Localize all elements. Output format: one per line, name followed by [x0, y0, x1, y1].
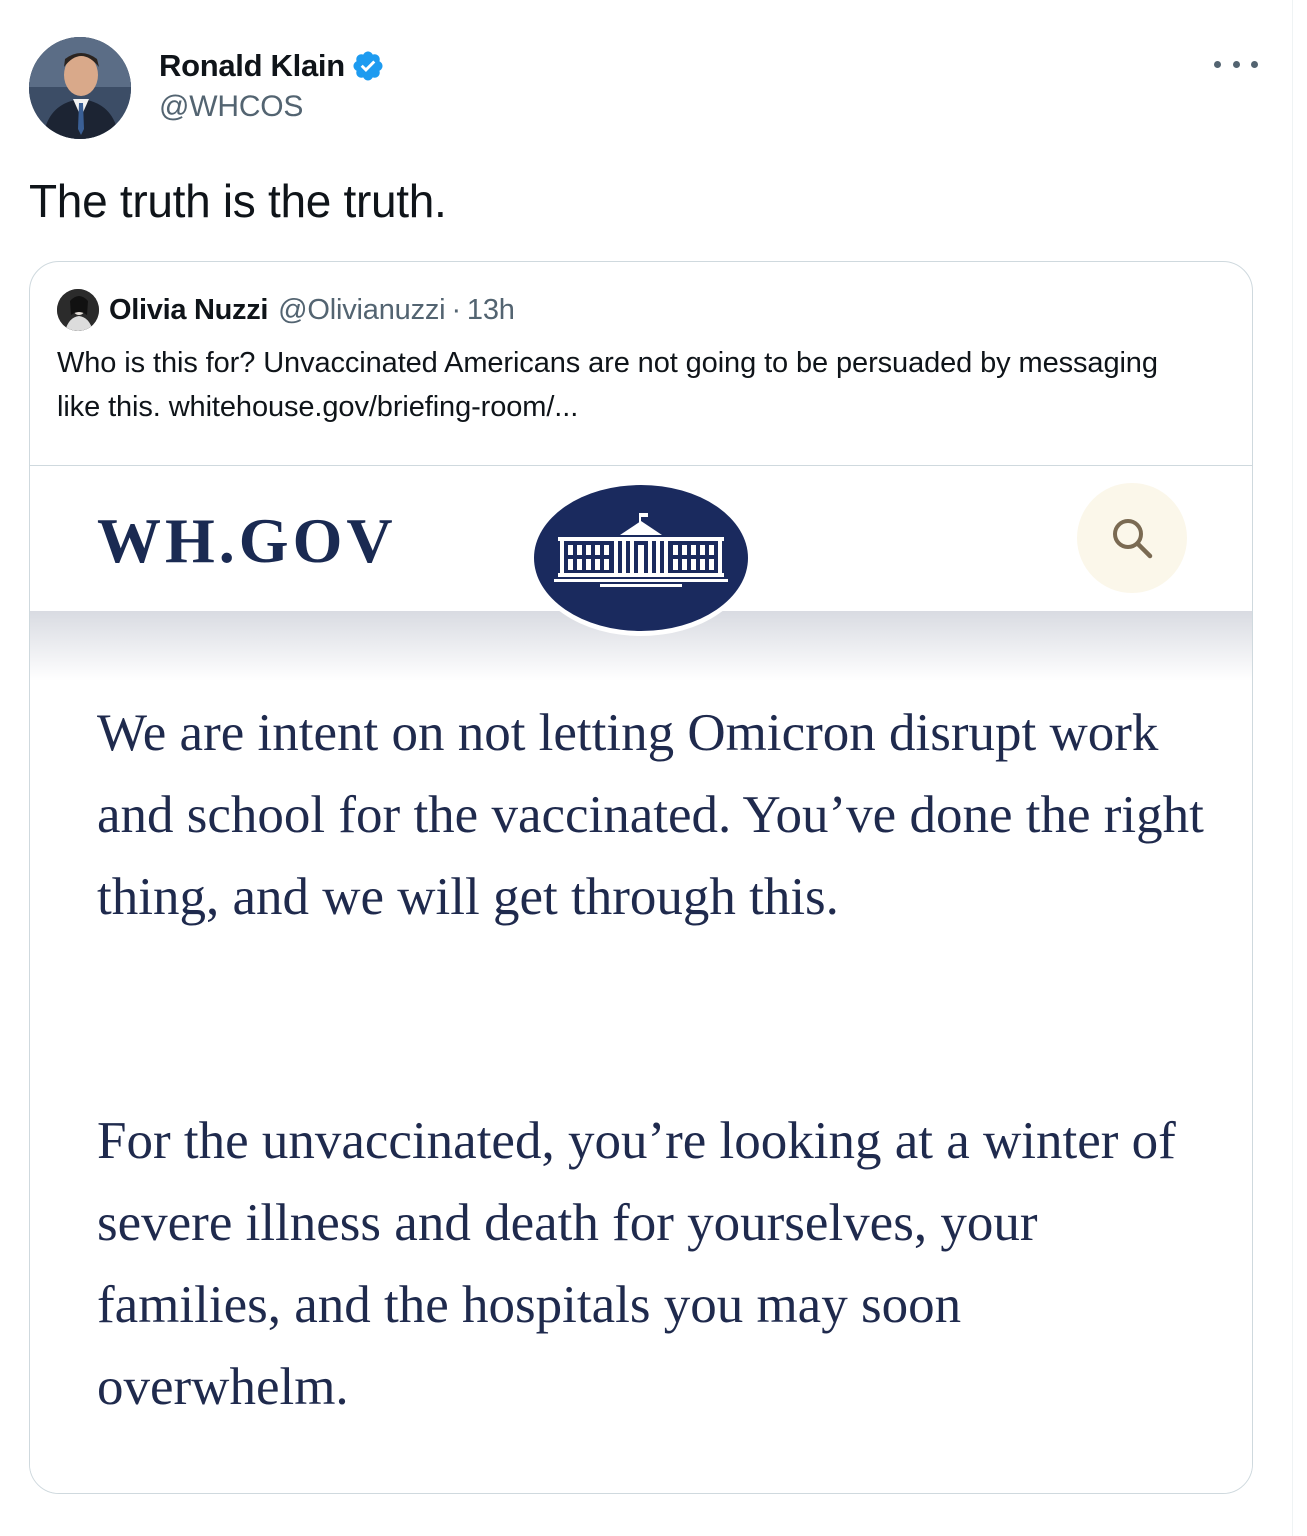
wh-gov-wordmark: WH.GOV — [97, 505, 397, 576]
search-icon[interactable] — [1077, 483, 1187, 593]
tweet-text: The truth is the truth. — [29, 175, 447, 227]
quote-media-image[interactable] — [30, 465, 1253, 1494]
more-dot — [1214, 61, 1221, 68]
quote-author-handle[interactable]: @Olivianuzzi — [278, 293, 446, 326]
statement-paragraph-1: We are intent on not letting Omicron disrupt work and school for the vaccinated. You’ve done the right thing, and we will get through this. — [97, 704, 1204, 926]
quote-text: Who is this for? Unvaccinated Americans are not going to be persuaded by messaging like this. whitehouse.gov/briefing-room/... — [57, 347, 1158, 423]
author-handle[interactable]: @WHCOS — [159, 90, 304, 123]
white-house-seal-icon — [530, 483, 752, 638]
author-display-name[interactable]: Ronald Klain — [159, 48, 345, 83]
quote-timestamp[interactable]: 13h — [466, 293, 515, 326]
verified-badge-icon — [351, 49, 385, 83]
more-dot — [1251, 61, 1258, 68]
author-name-row — [159, 44, 385, 88]
statement-paragraph-2: For the unvaccinated, you’re looking at a winter of severe illness and death for yourselves, your families, and the hospitals you may soon overwhelm. — [97, 1112, 1176, 1416]
quote-header — [57, 286, 515, 334]
quote-separator: · — [451, 293, 461, 326]
quote-tweet-card[interactable] — [29, 261, 1253, 1494]
quote-author-name[interactable]: Olivia Nuzzi — [109, 293, 269, 326]
timeline-border — [1292, 0, 1293, 1536]
more-dot — [1233, 61, 1240, 68]
author-avatar[interactable] — [29, 37, 131, 139]
more-options-icon[interactable] — [1214, 50, 1258, 78]
quote-author-avatar[interactable] — [57, 289, 99, 331]
